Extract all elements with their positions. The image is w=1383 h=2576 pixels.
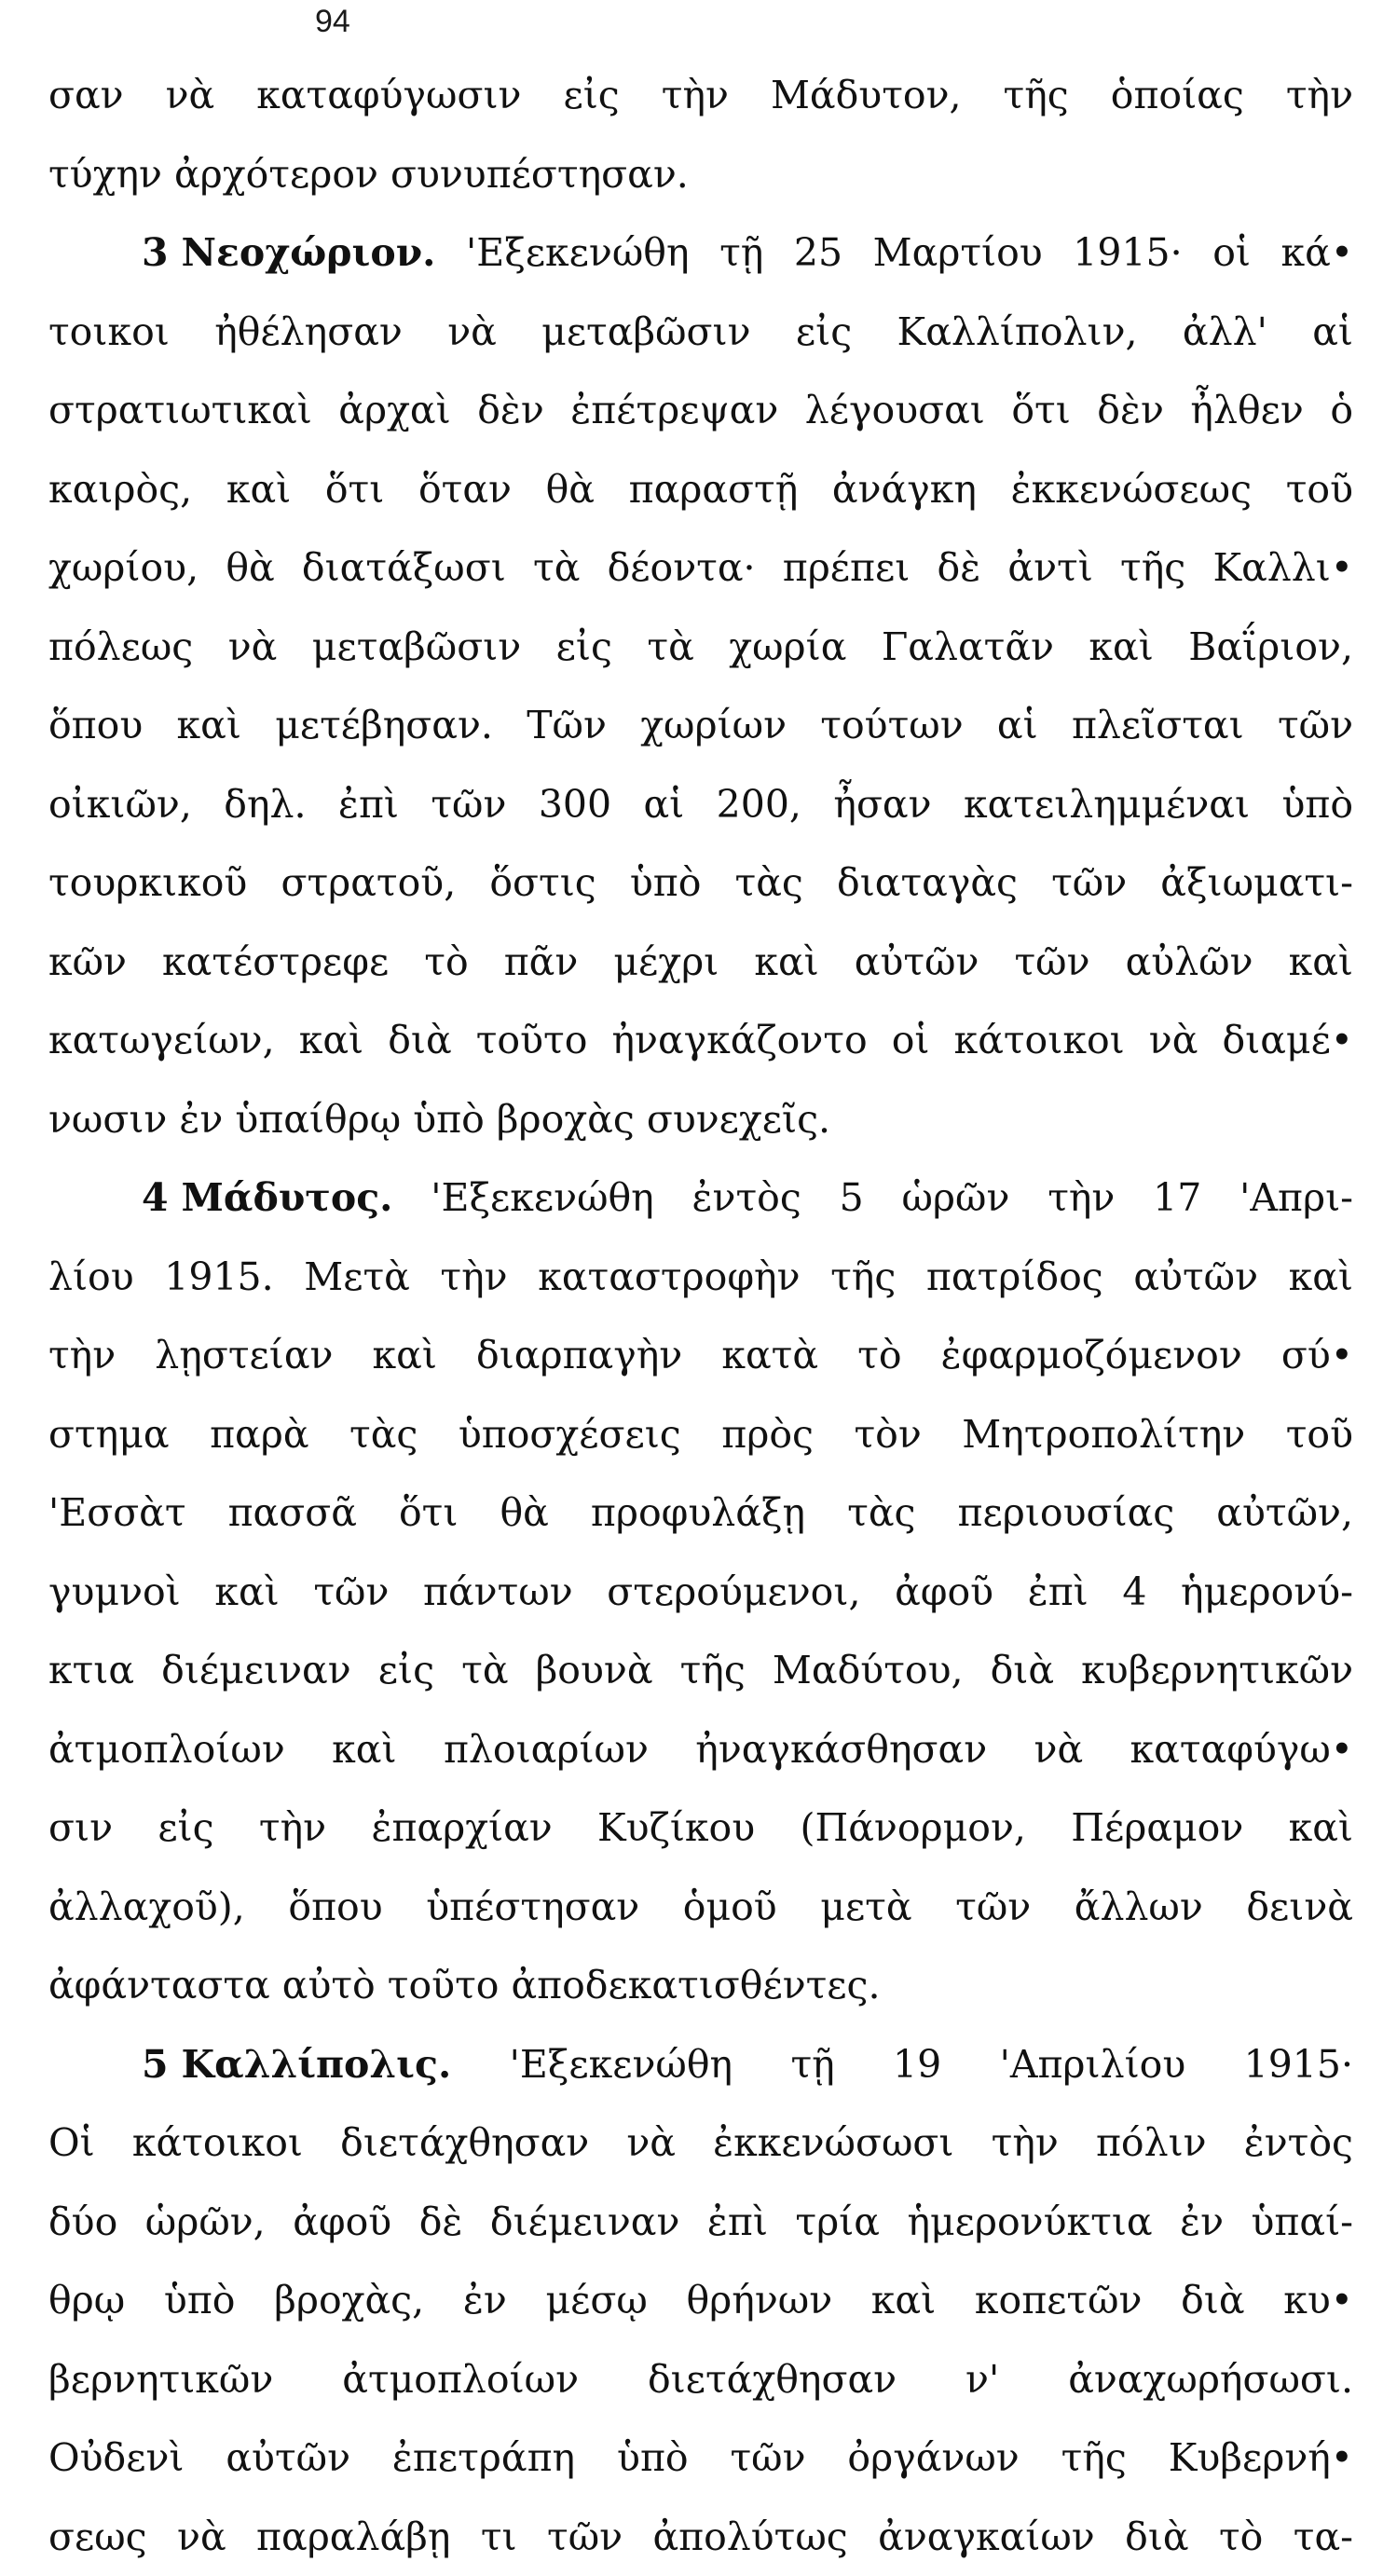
text-line: δύο ὡρῶν, ἀφοῦ δὲ διέμειναν ἐπὶ τρία ἡμερονύκτια ἐν ὑπαί-	[48, 2183, 1353, 2262]
section-title-4: Μάδυτος.	[182, 1175, 393, 1220]
text-line: χωρίου, θὰ διατάξωσι τὰ δέοντα· πρέπει δὲ ἀντὶ τῆς Καλλι•	[48, 528, 1353, 608]
text-line: πόλεως νὰ μεταβῶσιν εἰς τὰ χωρία Γαλατᾶν καὶ Βαΐριον,	[48, 608, 1353, 687]
text-line: σεως νὰ παραλάβῃ τι τῶν ἀπολύτως ἀναγκαίων διὰ τὸ τα-	[48, 2498, 1353, 2576]
text-line: στρατιωτικαὶ ἀρχαὶ δὲν ἐπέτρεψαν λέγουσαι ὅτι δὲν ἦλθεν ὁ	[48, 371, 1353, 450]
section-title-5: Καλλίπολις.	[182, 2042, 452, 2087]
section-5-line	[48, 2025, 1353, 2104]
text-line: ἀτμοπλοίων καὶ πλοιαρίων ἠναγκάσθησαν νὰ καταφύγω•	[48, 1710, 1353, 1789]
section-number-5: 5	[142, 2025, 169, 2104]
text-line: σιν εἰς τὴν ἐπαρχίαν Κυζίκου (Πάνορμον, Πέραμον καὶ	[48, 1788, 1353, 1868]
text-line: 'Εξεκενώθη τῇ 19 'Απριλίου 1915·	[510, 2042, 1353, 2087]
text-line: τύχην ἀρχότερον συνυπέστησαν.	[48, 135, 1353, 214]
section-title-3: Νεοχώριον.	[182, 230, 436, 275]
text-line: βερνητικῶν ἀτμοπλοίων διετάχθησαν ν' ἀναχωρήσωσι.	[48, 2340, 1353, 2419]
text-line: 'Εξεκενώθη ἐντὸς 5 ὡρῶν τὴν 17 'Απρι-	[431, 1175, 1353, 1220]
page-number: 94	[315, 4, 350, 40]
text-line: τὴν λῃστείαν καὶ διαρπαγὴν κατὰ τὸ ἐφαρμοζόμενον σύ•	[48, 1316, 1353, 1395]
text-line: γυμνοὶ καὶ τῶν πάντων στερούμενοι, ἀφοῦ ἐπὶ 4 ἡμερονύ-	[48, 1553, 1353, 1632]
section-heading-5	[142, 2042, 451, 2087]
text-line: κῶν κατέστρεφε τὸ πᾶν μέχρι καὶ αὐτῶν τῶν αὐλῶν καὶ	[48, 923, 1353, 1002]
body-text	[48, 56, 1353, 2576]
section-number-3: 3	[142, 213, 169, 293]
text-line: ὅπου καὶ μετέβησαν. Τῶν χωρίων τούτων αἱ πλεῖσται τῶν	[48, 686, 1353, 765]
text-line: τοικοι ἠθέλησαν νὰ μεταβῶσιν εἰς Καλλίπολιν, ἀλλ' αἱ	[48, 293, 1353, 372]
section-4-line	[48, 1158, 1353, 1238]
text-line: ἀλλαχοῦ), ὅπου ὑπέστησαν ὁμοῦ μετὰ τῶν ἄλλων δεινὰ	[48, 1868, 1353, 1947]
text-line: νωσιν ἐν ὑπαίθρῳ ὑπὸ βροχὰς συνεχεῖς.	[48, 1080, 1353, 1159]
text-line: Οὐδενὶ αὐτῶν ἐπετράπη ὑπὸ τῶν ὀργάνων τῆς Κυβερνή•	[48, 2418, 1353, 2498]
section-number-4: 4	[142, 1158, 169, 1238]
text-line: σαν νὰ καταφύγωσιν εἰς τὴν Μάδυτον, τῆς ὁποίας τὴν	[48, 56, 1353, 135]
text-line: θρῳ ὑπὸ βροχὰς, ἐν μέσῳ θρήνων καὶ κοπετῶν διὰ κυ•	[48, 2261, 1353, 2340]
text-line: οἰκιῶν, δηλ. ἐπὶ τῶν 300 αἱ 200, ἦσαν κατειλημμέναι ὑπὸ	[48, 765, 1353, 844]
text-line: τουρκικοῦ στρατοῦ, ὅστις ὑπὸ τὰς διαταγὰς τῶν ἀξιωματι-	[48, 843, 1353, 923]
section-heading-4	[142, 1175, 392, 1220]
text-line: καιρὸς, καὶ ὅτι ὅταν θὰ παραστῇ ἀνάγκη ἐκκενώσεως τοῦ	[48, 450, 1353, 529]
text-line: κατωγείων, καὶ διὰ τοῦτο ἠναγκάζοντο οἱ κάτοικοι νὰ διαμέ•	[48, 1001, 1353, 1080]
text-line: 'Εξεκενώθη τῇ 25 Μαρτίου 1915· οἱ κά•	[466, 230, 1353, 275]
text-line: στημα παρὰ τὰς ὑποσχέσεις πρὸς τὸν Μητροπολίτην τοῦ	[48, 1395, 1353, 1474]
text-line: κτια διέμειναν εἰς τὰ βουνὰ τῆς Μαδύτου, διὰ κυβερνητικῶν	[48, 1631, 1353, 1710]
text-line: ἀφάνταστα αὐτὸ τοῦτο ἀποδεκατισθέντες.	[48, 1946, 1353, 2025]
section-heading-3	[142, 230, 435, 275]
text-line: Οἱ κάτοικοι διετάχθησαν νὰ ἐκκενώσωσι τὴν πόλιν ἐντὸς	[48, 2103, 1353, 2183]
text-line: λίου 1915. Μετὰ τὴν καταστροφὴν τῆς πατρίδος αὐτῶν καὶ	[48, 1238, 1353, 1317]
section-3-line	[48, 213, 1353, 293]
text-line: 'Εσσὰτ πασσᾶ ὅτι θὰ προφυλάξῃ τὰς περιουσίας αὐτῶν,	[48, 1473, 1353, 1553]
